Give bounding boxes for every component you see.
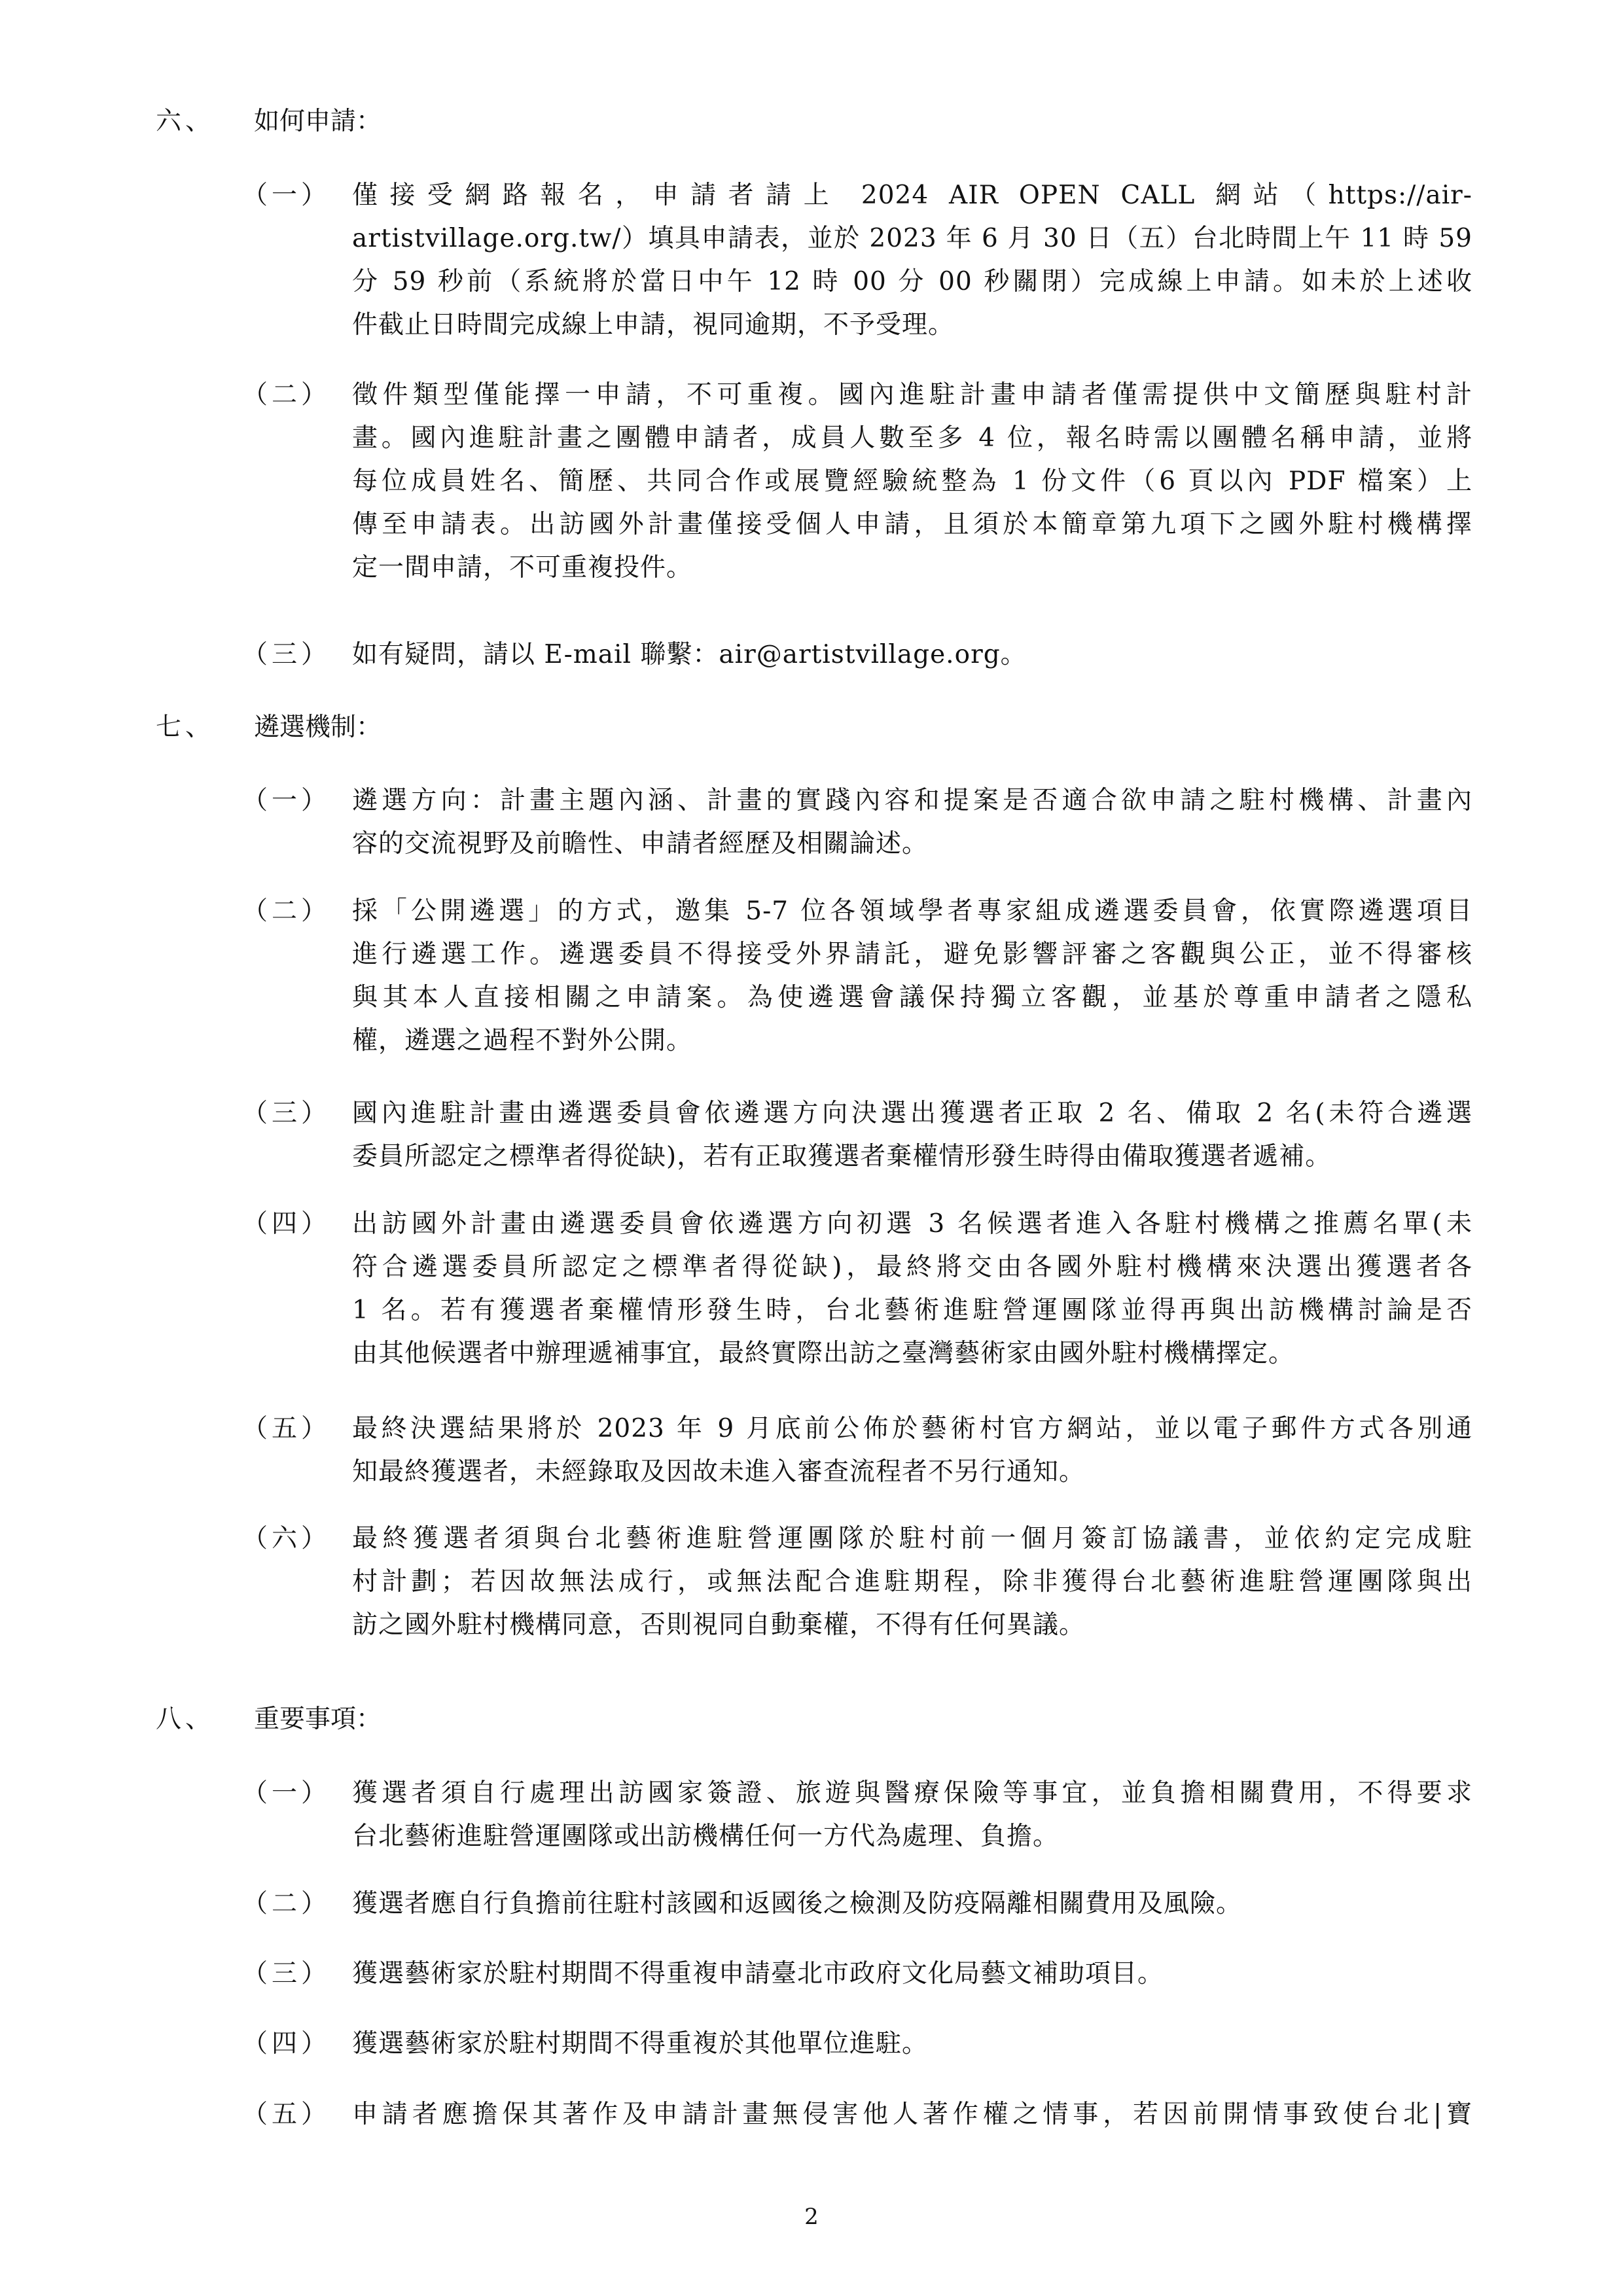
text-line: 獲選藝術家於駐村期間不得重複於其他單位進駐。: [352, 2029, 929, 2058]
text-line: 徵件類型僅能擇一申請，不可重複。國內進駐計畫申請者僅需提供中文簡歷與駐村計: [352, 380, 1472, 410]
item-marker: （三）: [242, 1099, 331, 1128]
section-title: 重要事項：: [254, 1704, 382, 1734]
item-marker: （一）: [242, 1778, 331, 1808]
item-marker: （二）: [242, 1889, 331, 1918]
item-marker: （五）: [242, 2100, 331, 2129]
text-line: 權，遴選之過程不對外公開。: [352, 1026, 693, 1055]
page-number: 2: [804, 2204, 819, 2230]
section-heading-8: [156, 1700, 382, 1739]
section-number: 六、: [156, 107, 215, 136]
text-line: 符合遴選委員所認定之標準者得從缺)，最終將交由各國外駐村機構來決選出獲選者各: [352, 1252, 1472, 1282]
text-line: 如有疑問，請以 E-mail 聯繫：air@artistvillage.org。: [352, 640, 1027, 669]
text-line: 件截止日時間完成線上申請，視同逾期，不予受理。: [352, 310, 955, 340]
item-body: [352, 890, 1472, 1063]
section-number: 八、: [156, 1704, 215, 1734]
text-line: 畫。國內進駐計畫之團體申請者，成員人數至多 4 位，報名時需以團體名稱申請，並將: [352, 423, 1472, 453]
item-marker: （三）: [242, 1959, 331, 1988]
item-body: [352, 1517, 1472, 1647]
text-line: 申請者應擔保其著作及申請計畫無侵害他人著作權之情事，若因前開情事致使台北|寶: [352, 2100, 1472, 2129]
text-line: 分 59 秒前（系統將於當日中午 12 時 00 分 00 秒關閉）完成線上申請。如未於上述收: [352, 267, 1472, 296]
item-marker: （六）: [242, 1524, 331, 1553]
section-title: 遴選機制：: [254, 713, 382, 742]
item-marker: （五）: [242, 1414, 331, 1443]
item-marker: （一）: [242, 786, 331, 815]
text-line: 1 名。若有獲選者棄權情形發生時，台北藝術進駐營運團隊並得再與出訪機構討論是否: [352, 1296, 1472, 1325]
item-marker: （四）: [242, 2029, 331, 2058]
item-body: [352, 1772, 1472, 1858]
text-line: 村計劃；若因故無法成行，或無法配合進駐期程，除非獲得台北藝術進駐營運團隊與出: [352, 1567, 1472, 1597]
text-line: 進行遴選工作。遴選委員不得接受外界請託，避免影響評審之客觀與公正，並不得審核: [352, 940, 1472, 969]
item-marker: （一）: [242, 181, 331, 210]
text-line: 獲選者須自行處理出訪國家簽證、旅遊與醫療保險等事宜，並負擔相關費用，不得要求: [352, 1778, 1472, 1808]
text-line: 出訪國外計畫由遴選委員會依遴選方向初選 3 名候選者進入各駐村機構之推薦名單(未: [352, 1209, 1472, 1239]
item-body: [352, 1952, 1472, 1996]
item-body: [352, 1882, 1472, 1926]
text-line: 最終決選結果將於 2023 年 9 月底前公佈於藝術村官方網站，並以電子郵件方式各別通: [352, 1414, 1472, 1443]
text-line: 知最終獲選者，未經錄取及因故未進入審查流程者不另行通知。: [352, 1457, 1086, 1487]
text-line: 僅接受網路報名，申請者請上 2024 AIR OPEN CALL 網站（https://air-: [352, 181, 1472, 210]
text-line: artistvillage.org.tw/）填具申請表，並於 2023 年 6 月 30 日（五）台北時間上午 11 時 59: [352, 224, 1472, 253]
text-line: 與其本人直接相關之申請案。為使遴選會議保持獨立客觀，並基於尊重申請者之隱私: [352, 983, 1472, 1012]
item-body: [352, 633, 1472, 677]
item-body: [352, 174, 1472, 347]
item-marker: （二）: [242, 896, 331, 926]
section-heading-7: [156, 708, 382, 747]
item-body: [352, 2093, 1472, 2136]
text-line: 國內進駐計畫由遴選委員會依遴選方向決選出獲選者正取 2 名、備取 2 名(未符合遴選: [352, 1099, 1472, 1128]
text-line: 最終獲選者須與台北藝術進駐營運團隊於駐村前一個月簽訂協議書，並依約定完成駐: [352, 1524, 1472, 1553]
item-marker: （三）: [242, 640, 331, 669]
text-line: 獲選藝術家於駐村期間不得重複申請臺北市政府文化局藝文補助項目。: [352, 1959, 1164, 1988]
section-heading-6: [156, 102, 382, 141]
text-line: 委員所認定之標準者得從缺)，若有正取獲選者棄權情形發生時得由備取獲選者遞補。: [352, 1142, 1332, 1171]
item-body: [352, 779, 1472, 866]
item-body: [352, 1203, 1472, 1375]
section-number: 七、: [156, 713, 215, 742]
item-body: [352, 1407, 1472, 1494]
item-marker: （四）: [242, 1209, 331, 1239]
text-line: 台北藝術進駐營運團隊或出訪機構任何一方代為處理、負擔。: [352, 1822, 1060, 1851]
text-line: 獲選者應自行負擔前往駐村該國和返國後之檢測及防疫隔離相關費用及風險。: [352, 1889, 1243, 1918]
item-marker: （二）: [242, 380, 331, 410]
item-body: [352, 2022, 1472, 2066]
text-line: 採「公開遴選」的方式，邀集 5-7 位各領域學者專家組成遴選委員會，依實際遴選項目: [352, 896, 1472, 926]
text-line: 訪之國外駐村機構同意，否則視同自動棄權，不得有任何異議。: [352, 1610, 1086, 1640]
text-line: 定一間申請，不可重複投件。: [352, 553, 693, 582]
text-line: 由其他候選者中辦理遞補事宜，最終實際出訪之臺灣藝術家由國外駐村機構擇定。: [352, 1339, 1295, 1368]
item-body: [352, 374, 1472, 590]
text-line: 容的交流視野及前瞻性、申請者經歷及相關論述。: [352, 829, 929, 858]
text-line: 遴選方向：計畫主題內涵、計畫的實踐內容和提案是否適合欲申請之駐村機構、計畫內: [352, 786, 1472, 815]
item-body: [352, 1092, 1472, 1178]
text-line: 傳至申請表。出訪國外計畫僅接受個人申請，且須於本簡章第九項下之國外駐村機構擇: [352, 510, 1472, 539]
text-line: 每位成員姓名、簡歷、共同合作或展覽經驗統整為 1 份文件（6 頁以內 PDF 檔案）上: [352, 467, 1472, 496]
section-title: 如何申請：: [254, 107, 382, 136]
